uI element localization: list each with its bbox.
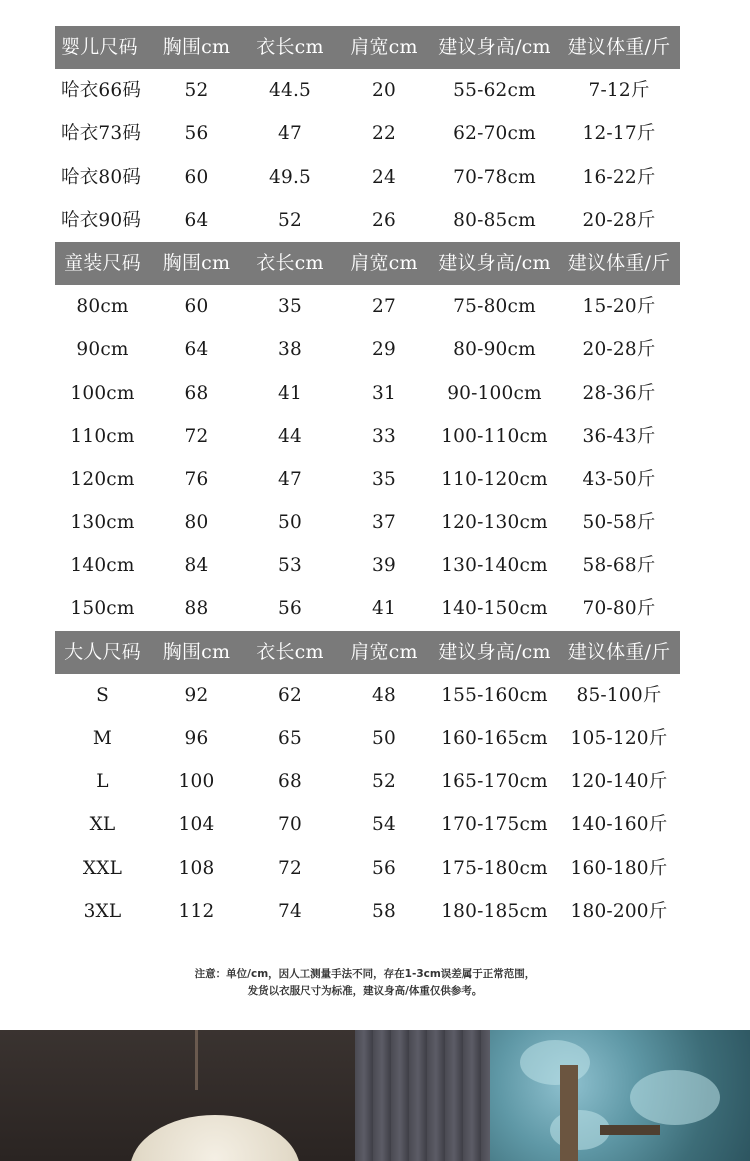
size-label-cell: 130cm bbox=[70, 512, 135, 534]
measurement-cell: 68 bbox=[278, 771, 302, 793]
size-label-cell: 哈衣66码 bbox=[61, 80, 142, 102]
measurement-cell: 53 bbox=[278, 555, 302, 577]
measurement-cell: 35 bbox=[278, 296, 302, 318]
header-cell: 大人尺码 bbox=[64, 640, 141, 663]
size-label-cell: M bbox=[92, 728, 113, 749]
measurement-cell: 58 bbox=[372, 900, 396, 922]
measurement-cell: 76 bbox=[184, 468, 209, 490]
measurement-cell: 62-70cm bbox=[453, 123, 536, 145]
measurement-cell: 110-120cm bbox=[441, 468, 548, 490]
measurement-cell: 24 bbox=[372, 166, 396, 188]
table-row bbox=[55, 199, 680, 242]
measurement-cell: 54 bbox=[372, 814, 396, 836]
measurement-cell: 100 bbox=[178, 771, 215, 793]
measurement-cell: 50-58斤 bbox=[582, 512, 656, 534]
measurement-cell: 12-17斤 bbox=[582, 123, 656, 145]
measurement-cell: 92 bbox=[184, 684, 209, 706]
measurement-cell: 140-160斤 bbox=[570, 814, 668, 836]
measurement-cell: 49.5 bbox=[269, 166, 311, 188]
header-cell: 建议身高/cm bbox=[438, 251, 551, 274]
measurement-cell: 80-85cm bbox=[453, 209, 536, 231]
measurement-cell: 72 bbox=[278, 857, 302, 879]
table-row bbox=[55, 847, 680, 890]
section-header bbox=[55, 26, 680, 69]
table-row bbox=[55, 156, 680, 199]
measurement-cell: 48 bbox=[372, 684, 396, 706]
size-chart-table bbox=[55, 26, 680, 933]
measurement-cell: 58-68斤 bbox=[582, 555, 656, 577]
measurement-cell: 75-80cm bbox=[453, 296, 536, 318]
size-label-cell: XL bbox=[89, 814, 116, 836]
header-cell: 建议身高/cm bbox=[438, 36, 551, 58]
size-label-cell: 哈衣80码 bbox=[61, 166, 142, 188]
table-row bbox=[55, 760, 680, 803]
measurement-cell: 15-20斤 bbox=[582, 296, 656, 318]
header-cell: 建议体重/斤 bbox=[567, 251, 671, 274]
measurement-cell: 180-200斤 bbox=[570, 900, 668, 922]
measurement-cell: 44.5 bbox=[269, 80, 311, 102]
measurement-cell: 112 bbox=[178, 900, 215, 922]
table-row bbox=[55, 717, 680, 760]
table-row bbox=[55, 587, 680, 630]
header-cell: 建议体重/斤 bbox=[567, 640, 671, 663]
measurement-cell: 155-160cm bbox=[441, 684, 548, 706]
measurement-cell: 65 bbox=[278, 728, 302, 749]
measurement-cell: 33 bbox=[372, 425, 396, 447]
photo-curtain bbox=[355, 1030, 490, 1161]
measurement-cell: 50 bbox=[278, 512, 302, 534]
measurement-cell: 7-12斤 bbox=[588, 80, 650, 102]
size-label-cell: L bbox=[96, 771, 109, 793]
size-label-cell: XXL bbox=[82, 857, 123, 879]
measurement-cell: 52 bbox=[278, 209, 302, 231]
size-label-cell: 120cm bbox=[70, 468, 135, 490]
measurement-cell: 43-50斤 bbox=[582, 468, 656, 490]
header-cell: 婴儿尺码 bbox=[61, 36, 138, 58]
measurement-cell: 47 bbox=[278, 123, 302, 145]
measurement-cell: 60 bbox=[184, 166, 209, 188]
size-label-cell: 140cm bbox=[70, 555, 135, 577]
size-label-cell: 150cm bbox=[70, 598, 135, 620]
section-header bbox=[55, 242, 680, 285]
measurement-cell: 36-43斤 bbox=[582, 425, 656, 447]
measurement-cell: 37 bbox=[372, 512, 396, 534]
measurement-cell: 104 bbox=[178, 814, 215, 836]
measurement-cell: 108 bbox=[178, 857, 215, 879]
header-cell: 肩宽cm bbox=[350, 251, 418, 274]
measurement-cell: 88 bbox=[184, 598, 209, 620]
measurement-cell: 60 bbox=[184, 296, 209, 318]
measurement-cell: 105-120斤 bbox=[570, 728, 668, 749]
measurement-cell: 35 bbox=[372, 468, 396, 490]
measurement-cell: 170-175cm bbox=[441, 814, 548, 836]
measurement-cell: 56 bbox=[184, 123, 209, 145]
table-row bbox=[55, 372, 680, 415]
header-cell: 建议体重/斤 bbox=[567, 36, 671, 58]
measurement-cell: 16-22斤 bbox=[582, 166, 656, 188]
measurement-cell: 80 bbox=[184, 512, 209, 534]
measurement-cell: 140-150cm bbox=[441, 598, 548, 620]
measurement-cell: 74 bbox=[278, 900, 302, 922]
table-row bbox=[55, 415, 680, 458]
measurement-cell: 64 bbox=[184, 209, 209, 231]
measurement-cell: 96 bbox=[184, 728, 209, 749]
photo-coat-stand bbox=[560, 1065, 578, 1161]
header-cell: 衣长cm bbox=[256, 640, 324, 663]
measurement-cell: 31 bbox=[372, 382, 396, 404]
table-row bbox=[55, 501, 680, 544]
table-row bbox=[55, 544, 680, 587]
measurement-cell: 175-180cm bbox=[441, 857, 548, 879]
measurement-cell: 55-62cm bbox=[453, 80, 536, 102]
table-row bbox=[55, 890, 680, 933]
table-row bbox=[55, 803, 680, 846]
header-cell: 衣长cm bbox=[256, 251, 324, 274]
measurement-cell: 100-110cm bbox=[441, 425, 548, 447]
table-row bbox=[55, 458, 680, 501]
measurement-cell: 39 bbox=[372, 555, 396, 577]
measurement-cell: 130-140cm bbox=[441, 555, 548, 577]
measurement-cell: 120-140斤 bbox=[570, 771, 668, 793]
size-label-cell: S bbox=[96, 684, 109, 706]
measurement-cell: 165-170cm bbox=[441, 771, 548, 793]
measurement-cell: 52 bbox=[184, 80, 209, 102]
table-row bbox=[55, 69, 680, 112]
measurement-cell: 28-36斤 bbox=[582, 382, 656, 404]
size-note-line-2: 发货以衣服尺寸为标准，建议身高/体重仅供参考。 bbox=[247, 985, 483, 997]
size-note bbox=[0, 966, 730, 1000]
measurement-cell: 70 bbox=[278, 814, 302, 836]
size-label-cell: 80cm bbox=[76, 296, 129, 318]
measurement-cell: 160-165cm bbox=[441, 728, 548, 749]
measurement-cell: 41 bbox=[372, 598, 396, 620]
measurement-cell: 56 bbox=[278, 598, 302, 620]
photo-window bbox=[490, 1030, 750, 1161]
measurement-cell: 29 bbox=[372, 339, 396, 361]
measurement-cell: 20-28斤 bbox=[582, 209, 656, 231]
measurement-cell: 27 bbox=[372, 296, 396, 318]
size-label-cell: 3XL bbox=[83, 900, 122, 922]
measurement-cell: 120-130cm bbox=[441, 512, 548, 534]
measurement-cell: 56 bbox=[372, 857, 396, 879]
measurement-cell: 70-80斤 bbox=[582, 598, 656, 620]
measurement-cell: 64 bbox=[184, 339, 209, 361]
table-row bbox=[55, 328, 680, 371]
measurement-cell: 20 bbox=[372, 80, 396, 102]
size-note-line-1: 注意：单位/cm，因人工测量手法不同，存在1-3cm误差属于正常范围， bbox=[194, 968, 536, 980]
photo-lamp bbox=[195, 1030, 198, 1090]
measurement-cell: 90-100cm bbox=[447, 382, 542, 404]
header-cell: 童装尺码 bbox=[64, 251, 141, 274]
measurement-cell: 47 bbox=[278, 468, 302, 490]
measurement-cell: 62 bbox=[278, 684, 302, 706]
size-label-cell: 110cm bbox=[70, 425, 135, 447]
measurement-cell: 80-90cm bbox=[453, 339, 536, 361]
measurement-cell: 22 bbox=[372, 123, 396, 145]
header-cell: 胸围cm bbox=[162, 640, 231, 663]
header-cell: 衣长cm bbox=[256, 36, 324, 58]
measurement-cell: 85-100斤 bbox=[576, 684, 662, 706]
table-row bbox=[55, 674, 680, 717]
measurement-cell: 180-185cm bbox=[441, 900, 548, 922]
section-header bbox=[55, 631, 680, 674]
measurement-cell: 50 bbox=[372, 728, 396, 749]
product-photo bbox=[0, 1030, 750, 1161]
table-row bbox=[55, 285, 680, 328]
header-cell: 胸围cm bbox=[162, 36, 231, 58]
measurement-cell: 26 bbox=[372, 209, 396, 231]
measurement-cell: 52 bbox=[372, 771, 396, 793]
size-label-cell: 哈衣73码 bbox=[61, 123, 142, 145]
header-cell: 建议身高/cm bbox=[438, 640, 551, 663]
measurement-cell: 160-180斤 bbox=[570, 857, 668, 879]
measurement-cell: 68 bbox=[184, 382, 209, 404]
measurement-cell: 72 bbox=[184, 425, 209, 447]
measurement-cell: 84 bbox=[184, 555, 209, 577]
photo-stand-base bbox=[600, 1125, 660, 1135]
measurement-cell: 41 bbox=[278, 382, 302, 404]
measurement-cell: 70-78cm bbox=[453, 166, 536, 188]
measurement-cell: 38 bbox=[278, 339, 302, 361]
size-label-cell: 90cm bbox=[76, 339, 129, 361]
table-row bbox=[55, 112, 680, 155]
header-cell: 肩宽cm bbox=[350, 36, 418, 58]
size-label-cell: 100cm bbox=[70, 382, 135, 404]
header-cell: 胸围cm bbox=[162, 251, 231, 274]
header-cell: 肩宽cm bbox=[350, 640, 418, 663]
measurement-cell: 44 bbox=[278, 425, 302, 447]
measurement-cell: 20-28斤 bbox=[582, 339, 656, 361]
size-label-cell: 哈衣90码 bbox=[61, 209, 142, 231]
